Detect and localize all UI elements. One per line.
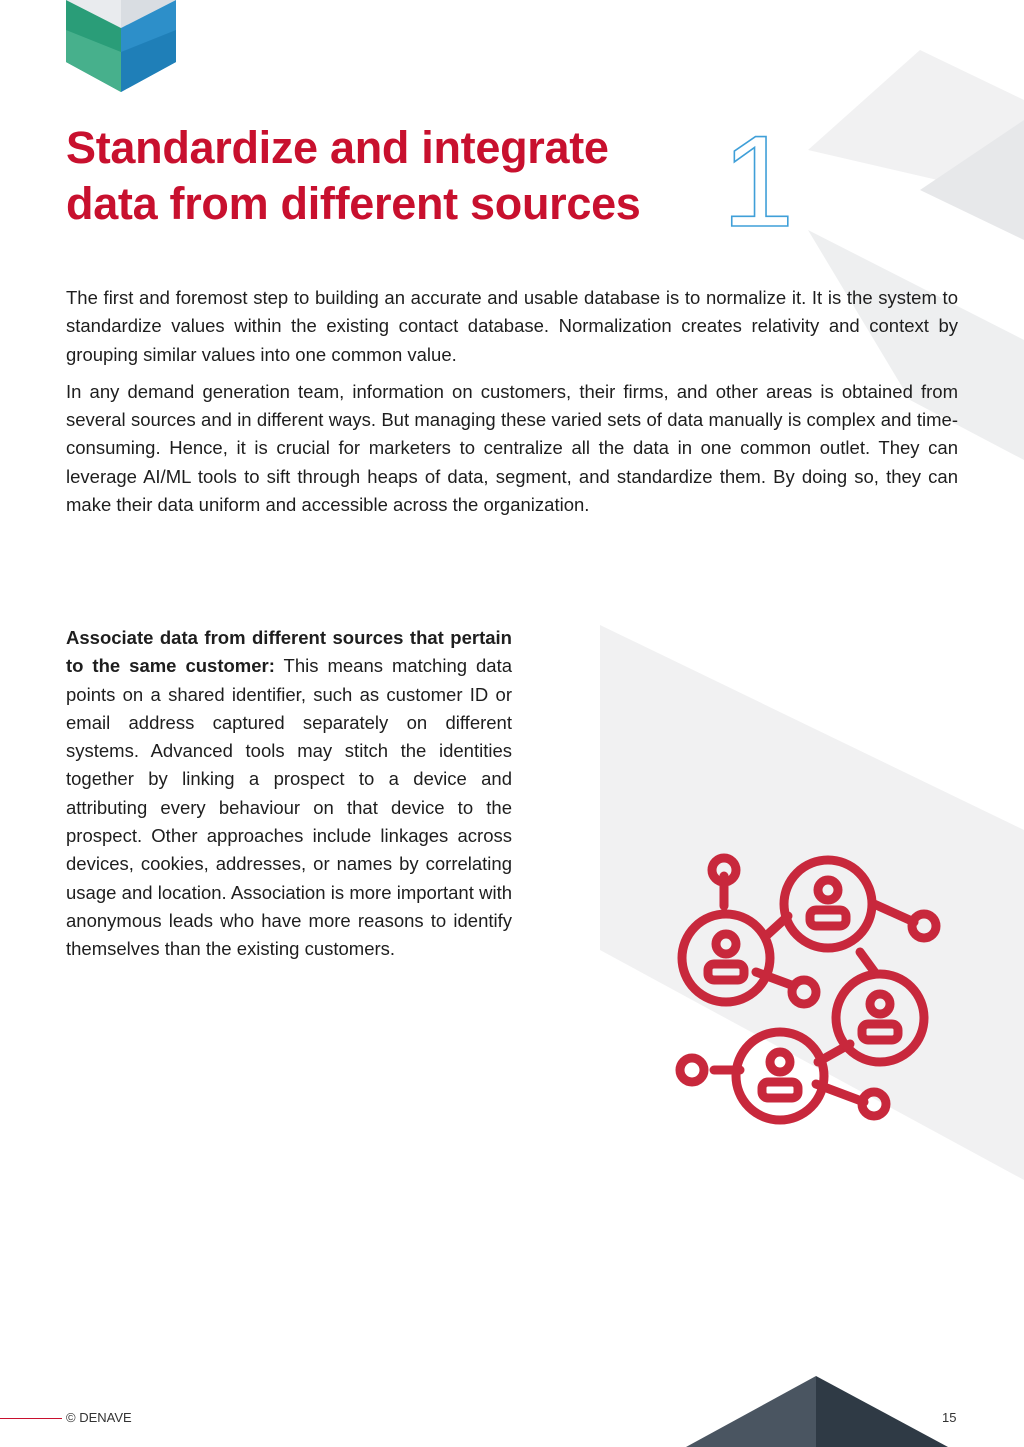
- title-line-2: data from different sources: [66, 178, 641, 229]
- page-number: 15: [942, 1410, 957, 1425]
- step-number-text: 1: [721, 118, 795, 238]
- step-number: [718, 118, 798, 238]
- page-title: [66, 120, 726, 232]
- title-line-1: Standardize and integrate: [66, 122, 609, 173]
- intro-paragraph-2: In any demand generation team, information on customers, their firms, and other areas is obtained from several sources and in different ways. But managing these varied sets of data manually is complex and time-consuming. Hence, it is crucial for marketers to centralize all the data in one common outlet. They can leverage AI/ML tools to sift through heaps of data, segment, and standardize them. By doing so, they can make their data uniform and accessible across the organization.: [66, 380, 958, 516]
- intro-section: [66, 284, 958, 528]
- association-lead: Associate data from different sources that pertain to the same customer:: [66, 627, 512, 677]
- association-body: This means matching data points on a shared identifier, such as customer ID or email address captured separately on different systems. Advanced tools may stitch the identities together by linking a prospect to a device and attributing every behaviour on that device to the prospect. Other approaches include linkages across devices, cookies, addresses, or names by correlating usage and location. Association is more important with anonymous leads who have more reasons to identify themselves than the existing customers.: [66, 655, 512, 960]
- footer-rule: [0, 1418, 62, 1419]
- cube-logo-icon: [66, 0, 176, 92]
- footer-copyright: © DENAVE: [66, 1410, 132, 1425]
- people-network-icon: [668, 848, 948, 1128]
- footer-triangles: [686, 1376, 948, 1447]
- association-paragraph: [66, 624, 512, 964]
- intro-paragraph-1: The first and foremost step to building an accurate and usable database is to normalize it. It is the system to standardize values within the existing contact database. Normalization creates relativity and context by grouping similar values into one common value.: [66, 287, 958, 365]
